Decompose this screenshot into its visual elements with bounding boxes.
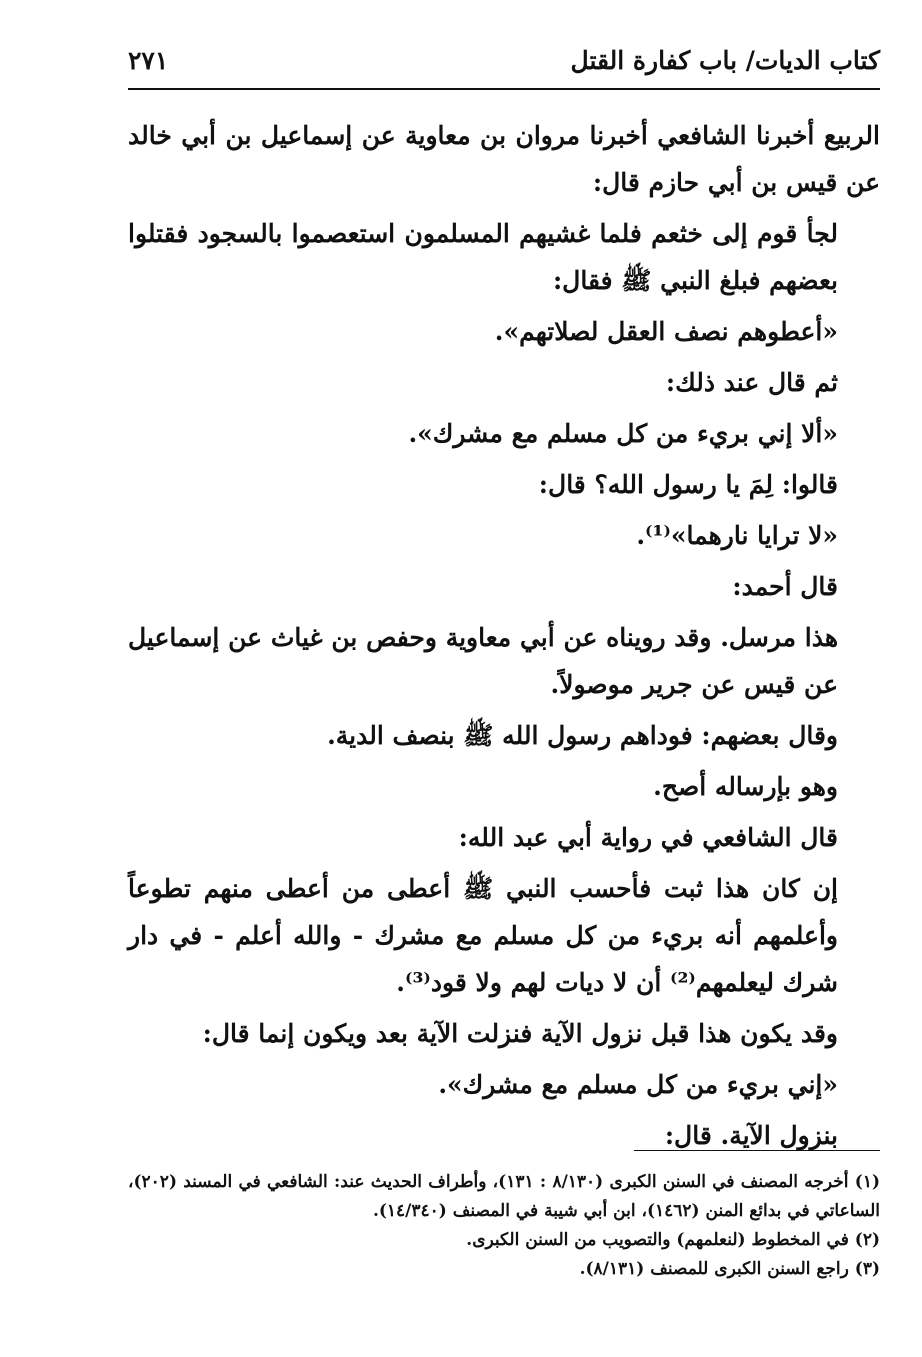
footnote: (٢) في المخطوط (لنعلمهم) والتصويب من السنن الكبرى. bbox=[466, 1230, 880, 1250]
header-rule bbox=[128, 88, 880, 90]
paragraph: بنزول الآية. قال: bbox=[664, 1121, 838, 1150]
footnote: (٣) راجع السنن الكبرى للمصنف (٨/١٣١). bbox=[579, 1259, 880, 1279]
hadith-quote: «لا ترايا نارهما»⁽¹⁾. bbox=[636, 521, 838, 550]
running-header bbox=[128, 38, 880, 82]
paragraph: إن كان هذا ثبت فأحسب النبي ﷺ أعطى من أعطى منهم تطوعاً وأعلمهم أنه بريء من كل مسلم مع مشرك - والله أعلم - في دار شرك ليعلمهم⁽²⁾ أن لا ديات لهم ولا قود⁽³⁾. bbox=[128, 874, 838, 997]
footnote-separator bbox=[634, 1150, 880, 1151]
paragraph: لجأ قوم إلى خثعم فلما غشيهم المسلمون استعصموا بالسجود فقتلوا بعضهم فبلغ النبي ﷺ فقال: bbox=[128, 219, 838, 295]
main-text bbox=[128, 112, 880, 1163]
footnotes bbox=[128, 1168, 880, 1284]
footnote: (١) أخرجه المصنف في السنن الكبرى (٨/١٣٠ : ١٣١)، وأطراف الحديث عند: الشافعي في المسند (٢٠٢)، الساعاتي في بدائع المنن (١٤٦٢)، ابن أبي شيبة في المصنف (١٤/٣٤٠). bbox=[128, 1172, 880, 1221]
paragraph: هذا مرسل. وقد رويناه عن أبي معاوية وحفص بن غياث عن إسماعيل عن قيس عن جرير موصولاً. bbox=[128, 623, 838, 699]
paragraph: ثم قال عند ذلك: bbox=[665, 368, 838, 397]
hadith-quote: «ألا إني بريء من كل مسلم مع مشرك». bbox=[408, 419, 838, 448]
page-number: ٢٧١ bbox=[128, 45, 169, 75]
paragraph: وقال بعضهم: فوداهم رسول الله ﷺ بنصف الدية. bbox=[327, 721, 838, 750]
paragraph: قال أحمد: bbox=[732, 572, 838, 601]
hadith-quote: «أعطوهم نصف العقل لصلاتهم». bbox=[494, 317, 838, 346]
chapter-title: كتاب الديات/ باب كفارة القتل bbox=[570, 45, 880, 75]
paragraph: قال الشافعي في رواية أبي عبد الله: bbox=[458, 823, 838, 852]
paragraph: وهو بإرساله أصح. bbox=[653, 772, 838, 801]
paragraph: الربيع أخبرنا الشافعي أخبرنا مروان بن معاوية عن إسماعيل بن أبي خالد عن قيس بن أبي حازم قال: bbox=[128, 121, 880, 197]
paragraph: قالوا: لِمَ يا رسول الله؟ قال: bbox=[538, 470, 838, 499]
hadith-quote: «إني بريء من كل مسلم مع مشرك». bbox=[438, 1070, 838, 1099]
paragraph: وقد يكون هذا قبل نزول الآية فنزلت الآية بعد ويكون إنما قال: bbox=[202, 1019, 838, 1048]
